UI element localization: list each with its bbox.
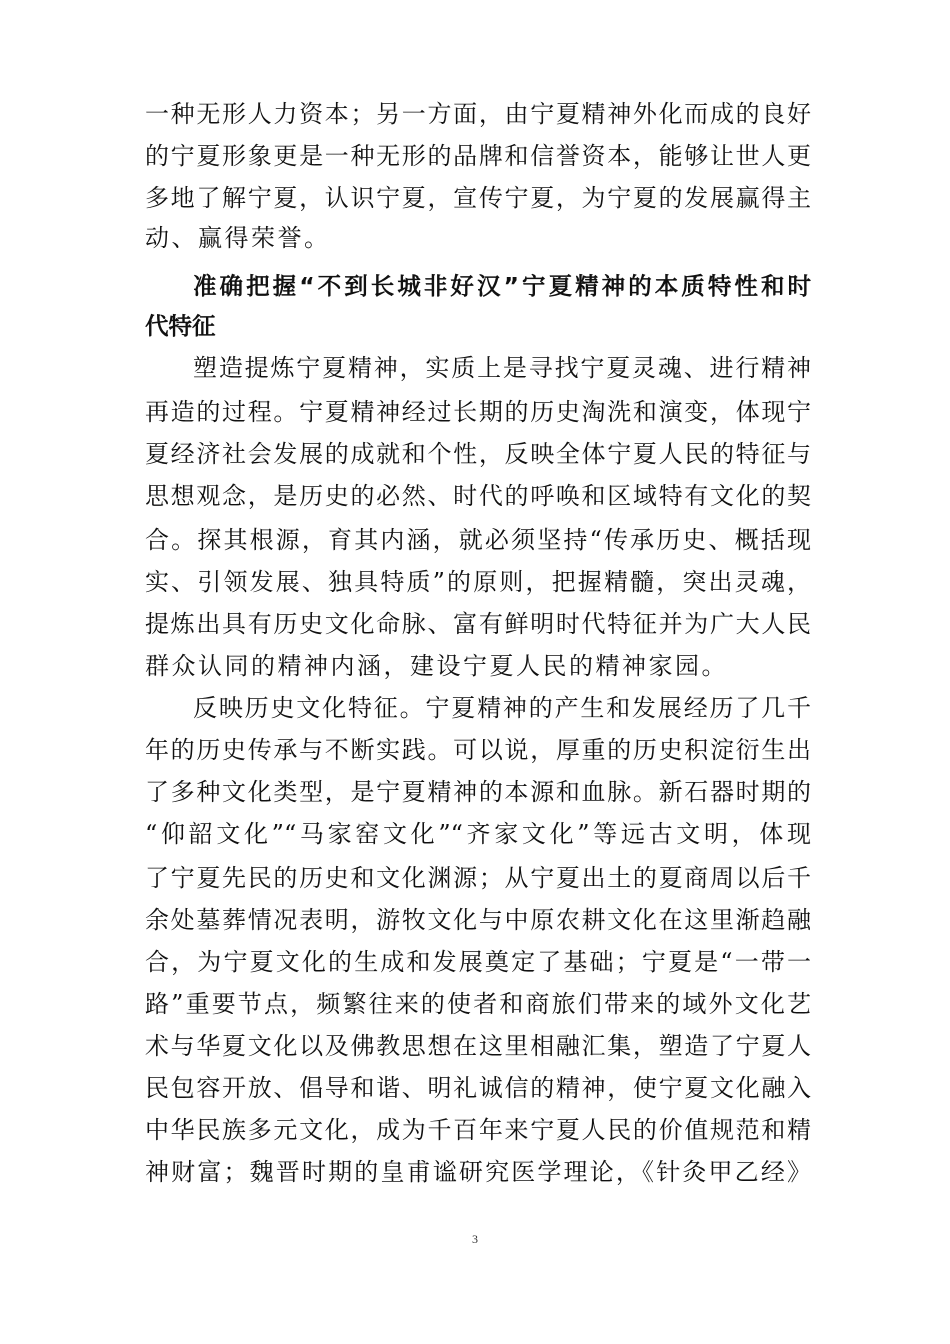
text-line: 再造的过程。宁夏精神经过长期的历史淘洗和演变，体现宁 (145, 398, 811, 426)
text-line: 神财富；魏晋时期的皇甫谧研究医学理论，《针灸甲乙经》 (145, 1158, 811, 1186)
text-line: 路”重要节点，频繁往来的使者和商旅们带来的域外文化艺 (145, 990, 811, 1018)
text-line: 群众认同的精神内涵，建设宁夏人民的精神家园。 (145, 652, 728, 680)
text-line: 动、赢得荣誉。 (145, 224, 331, 252)
text-line: “仰韶文化”“马家窑文化”“齐家文化”等远古文明，体现 (145, 820, 811, 848)
section-heading-continuation: 代特征 (145, 312, 216, 340)
text-line: 余处墓葬情况表明，游牧文化与中原农耕文化在这里渐趋融 (145, 906, 811, 934)
text-line: 了多种文化类型，是宁夏精神的本源和血脉。新石器时期的 (145, 778, 811, 806)
page-number: 3 (472, 1232, 478, 1246)
paragraph-first-line: 塑造提炼宁夏精神，实质上是寻找宁夏灵魂、进行精神 (193, 354, 811, 382)
text-line: 提炼出具有历史文化命脉、富有鲜明时代特征并为广大人民 (145, 610, 811, 638)
text-line: 合，为宁夏文化的生成和发展奠定了基础；宁夏是“一带一 (145, 948, 811, 976)
text-line: 术与华夏文化以及佛教思想在这里相融汇集，塑造了宁夏人 (145, 1032, 811, 1060)
text-line: 实、引领发展、独具特质”的原则，把握精髓，突出灵魂， (145, 568, 811, 596)
section-heading: 准确把握“不到长城非好汉”宁夏精神的本质特性和时 (193, 272, 811, 300)
text-line: 思想观念，是历史的必然、时代的呼唤和区域特有文化的契 (145, 482, 811, 510)
text-line: 一种无形人力资本；另一方面，由宁夏精神外化而成的良好 (145, 100, 811, 128)
text-line: 合。探其根源，育其内涵，就必须坚持“传承历史、概括现 (145, 526, 811, 554)
text-line: 民包容开放、倡导和谐、明礼诚信的精神，使宁夏文化融入 (145, 1074, 811, 1102)
text-line: 年的历史传承与不断实践。可以说，厚重的历史积淀衍生出 (145, 736, 811, 764)
paragraph-first-line: 反映历史文化特征。宁夏精神的产生和发展经历了几千 (193, 694, 811, 722)
text-line: 多地了解宁夏，认识宁夏，宣传宁夏，为宁夏的发展赢得主 (145, 184, 811, 212)
text-line: 的宁夏形象更是一种无形的品牌和信誉资本，能够让世人更 (145, 142, 811, 170)
text-line: 夏经济社会发展的成就和个性，反映全体宁夏人民的特征与 (145, 440, 811, 468)
text-line: 了宁夏先民的历史和文化渊源；从宁夏出土的夏商周以后千 (145, 864, 811, 892)
text-line: 中华民族多元文化，成为千百年来宁夏人民的价值规范和精 (145, 1116, 811, 1144)
